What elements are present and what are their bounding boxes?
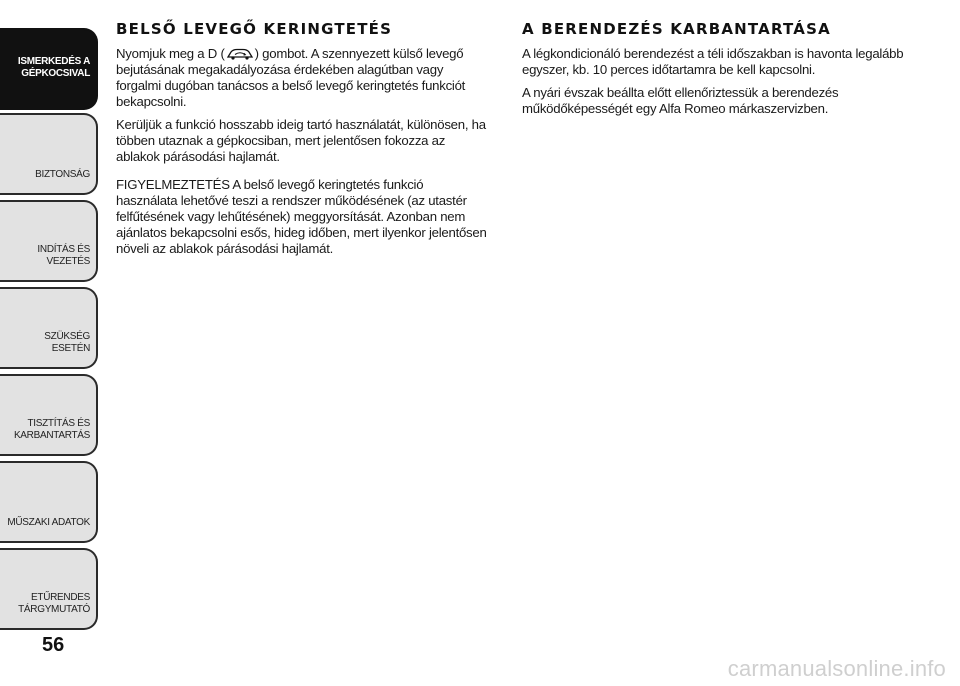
section-heading-maintenance: A BERENDEZÉS KARBANTARTÁSA (522, 20, 831, 38)
tab-biztonsag[interactable] (0, 113, 98, 195)
paragraph-warning: FIGYELMEZTETÉS A belső levegő keringtetés funkció használata lehetővé teszi a rendszer működésének (az utastér felfűtésének vagy lehűtésének) meggyorsítását. Azonban nem ajánlatos bekapcsolni esős, hideg időben, mert ilyenkor jelentősen növeli az ablakok párásodási hajlamát. (116, 177, 487, 256)
paragraph-text: Nyomjuk meg a D ( (116, 46, 225, 61)
tab-ismerkedes[interactable] (0, 28, 98, 110)
paragraph-summer-check: A nyári évszak beállta előtt ellenőriztessük a berendezés működőképességét egy Alfa Romeo márkaszervizben. (522, 85, 839, 116)
tab-inditas-es-vezetes[interactable] (0, 200, 98, 282)
tab-label: TISZTÍTÁS ÉS KARBANTARTÁS (13, 418, 90, 441)
left-column (116, 18, 488, 264)
page-number: 56 (42, 634, 65, 656)
tab-tisztitas-es-karbantartas[interactable] (0, 374, 98, 456)
tab-label: ETŰRENDES TÁRGYMUTATÓ (18, 592, 90, 615)
watermark: carmanualsonline.info (727, 656, 946, 681)
tab-label: ISMERKEDÉS A GÉPKOCSIVAL (17, 56, 90, 79)
paragraph-winter-use: A légkondicionáló berendezést a téli időszakban is havonta legalább egyszer, kb. 10 perces időtartamra be kell kapcsolni. (522, 46, 904, 77)
tab-targymutato[interactable] (0, 548, 98, 630)
paragraph-avoid-prolonged-use: Kerüljük a funkció hosszabb ideig tartó használatát, különösen, ha többen utaznak a gépkocsiban, mert jelentősen fokozza az ablakok párásodási hajlamát. (116, 117, 486, 164)
paragraph-text: ) gombot. A szennyezett külső levegő bejutásának megakadályozása érdekében alagútban vagy forgalmi dugóban tanácsos a belső levegő keringtetés funkciót bekapcsolni. (116, 46, 466, 109)
tab-label: MŰSZAKI ADATOK (7, 517, 90, 528)
paragraph-recirculation-button (116, 46, 488, 110)
tab-label: SZÜKSÉG ESETÉN (44, 331, 90, 354)
tab-muszaki-adatok[interactable] (0, 461, 98, 543)
section-heading-recirculation: BELSŐ LEVEGŐ KERINGTETÉS (116, 20, 393, 38)
tab-label: BIZTONSÁG (35, 169, 90, 180)
recirculation-car-icon (225, 46, 255, 61)
right-column (522, 18, 912, 124)
tab-label: INDÍTÁS ÉS VEZETÉS (37, 244, 90, 267)
tab-szukseg-eseten[interactable] (0, 287, 98, 369)
chapter-sidebar (0, 0, 100, 686)
